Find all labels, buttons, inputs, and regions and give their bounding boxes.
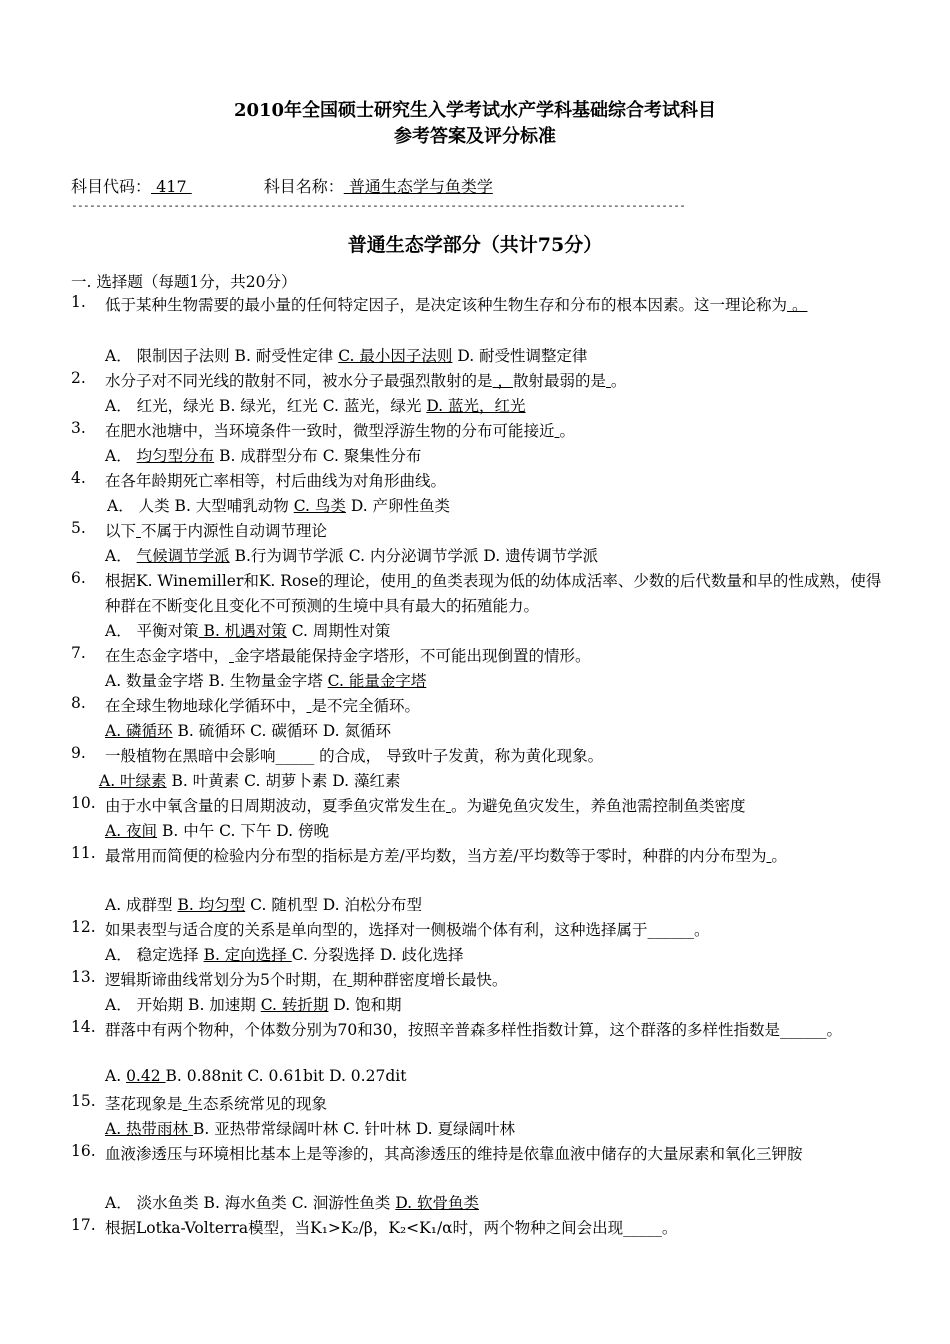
subject-code-label: 科目代码： xyxy=(71,177,152,196)
question-13-options: A． 开始期 B. 加速期 C. 转折期 D. 饱和期 xyxy=(105,996,402,1014)
question-text: 一般植物在黑暗中会影响_____ 的合成， 导致叶子发黄，称为黄化现象。 xyxy=(105,747,604,765)
question-2-options: A． 红光，绿光 B. 绿光，红光 C. 蓝光，绿光 D. 蓝光，红光 xyxy=(105,397,526,415)
correct-answer: C. 最小因子法则 xyxy=(338,347,453,365)
correct-answer: 气候调节学派 xyxy=(136,547,230,565)
correct-answer: B. 机遇对策 xyxy=(198,622,287,640)
correct-answer: A. 磷循环 xyxy=(105,722,173,740)
question-number: 1. xyxy=(71,293,86,311)
question-text: 在肥水池塘中，当环境条件一致时，微型浮游生物的分布可能接近 。 xyxy=(105,422,575,440)
question-14-options: A. 0.42 B. 0.88nit C. 0.61bit D. 0.27dit xyxy=(105,1067,407,1085)
separator-line: ------------------------------------------------------------------------------------------------------ xyxy=(71,199,686,212)
question-text: 在全球生物地球化学循环中， 是不完全循环。 xyxy=(105,697,420,715)
question-text: 根据K. Winemiller和K. Rose的理论，使用 的鱼类表现为低的幼体成活率、少数的后代数量和早的性成熟，使得种群在不断变化且变化不可预测的生境中具有最大的拓殖能力。 xyxy=(105,572,882,615)
subject-info xyxy=(71,174,493,197)
question-text: 茎花现象是 生态系统常见的现象 xyxy=(105,1095,327,1113)
question-text: 如果表型与适合度的关系是单向型的，选择对一侧极端个体有利，这种选择属于______。 xyxy=(105,921,710,939)
correct-answer: B. 定向选择 xyxy=(203,946,292,964)
section-title: 普通生态学部分（共计75分） xyxy=(347,234,603,256)
correct-answer: 0.42 xyxy=(126,1067,166,1085)
answer-key-page: 2010年全国硕士研究生入学考试水产学科基础综合考试科目 参考答案及评分标准 科目代码： 417 科目名称： 普通生态学与鱼类学 ------------------------------------------------------------------------------------------------------ 普通生态学部分（共计75分） 一. 选择题（每题1分，共20分） 1. 低于某种生物需要的最小量的任何特定因子，是决定该种生物生存和分布的根本因素。这一理论称为 。 A． 限制因子法则 B. 耐受性定律 C. 最小因子法则 D. 耐受性调整定律 2. 水分子对不同光线的散射不同，被水分子最强烈散射的是 ，散射最弱的是 。 A． 红光，绿光 B. 绿光，红光 C. 蓝光，绿光 D. 蓝光，红光 3. 在肥水池塘中，当环境条件一致时，微型浮游生物的分布可能接近 。 A． 均匀型分布 B. 成群型分布 C. 聚集性分布 4. 在各年龄期死亡率相等，村后曲线为对角形曲线。 A． 人类 B. 大型哺乳动物 C. 鸟类 D. 产卵性鱼类 5. 以下 不属于内源性自动调节理论 A． 气候调节学派 B.行为调节学派 C. 内分泌调节学派 D. 遗传调节学派 6. 根据K. Winemiller和K. Rose的理论，使用 的鱼类表现为低的幼体成活率、少数的后代数量和早的性成熟，使得种群在不断变化且变化不可预测的生境中具有最大的拓殖能力。 A． 平衡对策 B. 机遇对策 C. 周期性对策 7. 在生态金字塔中， 金字塔最能保持金字塔形，不可能出现倒置的情形。 A. 数量金字塔 B. 生物量金字塔 C. 能量金字塔 8. 在全球生物地球化学循环中， 是不完全循环。 A. 磷循环 B. 硫循环 C. 碳循环 D. 氮循环 9. 一般植物在黑暗中会影响_____ 的合成， 导致叶子发黄，称为黄化现象。 A. 叶绿素 B. 叶黄素 C. 胡萝卜素 D. 藻红素 10. 由于水中氧含量的日周期波动，夏季鱼灾常发生在 。为避免鱼灾发生，养鱼池需控制鱼类密度 A. 夜间 B. 中午 C. 下午 D. 傍晚 11. 最常用而简便的检验内分布型的指标是方差/平均数，当方差/平均数等于零时，种群的内分布型为 。 A. 成群型 B. 均匀型 C. 随机型 D. 泊松分布型 12. 如果表型与适合度的关系是单向型的，选择对一侧极端个体有利，这种选择属于______。 A． 稳定选择 B. 定向选择 C. 分裂选择 D. 歧化选择 13. 逻辑斯谛曲线常划分为5个时期，在 期种群密度增长最快。 A． 开始期 B. 加速期 C. 转折期 D. 饱和期 14. 群落中有两个物种，个体数分别为70和30，按照辛普森多样性指数计算，这个群落的多样性指数是______。 A. 0.42 B. 0.88nit C. 0.61bit D. 0.27dit 15. 茎花现象是 生态系统常见的现象 A. 热带雨林 B. 亚热带常绿阔叶林 C. 针叶林 D. 夏绿阔叶林 16. 血液渗透压与环境相比基本上是等渗的，其高渗透压的维持是依靠血液中储存的大量尿素和氧化三钾胺 A． 淡水鱼类 B. 海水鱼类 C. 洄游性鱼类 D. 软骨鱼类 17. 根据Lotka-Volterra模型，当K₁>K₂/β，K₂<K₁/α时，两个物种之间会出现_____。 xyxy=(0,0,950,1344)
question-8-options: A. 磷循环 B. 硫循环 C. 碳循环 D. 氮循环 xyxy=(105,722,391,740)
question-10-options: A. 夜间 B. 中午 C. 下午 D. 傍晚 xyxy=(105,822,329,840)
question-text: 水分子对不同光线的散射不同，被水分子最强烈散射的是 ，散射最弱的是 。 xyxy=(105,372,627,390)
correct-answer: D. 软骨鱼类 xyxy=(395,1194,480,1212)
question-text: 最常用而简便的检验内分布型的指标是方差/平均数，当方差/平均数等于零时，种群的内分布型为 。 xyxy=(105,847,787,865)
question-7-options: A. 数量金字塔 B. 生物量金字塔 C. 能量金字塔 xyxy=(105,672,427,690)
document-title: 2010年全国硕士研究生入学考试水产学科基础综合考试科目 xyxy=(233,100,717,121)
correct-answer: C. 鸟类 xyxy=(293,497,346,515)
subject-name-label: 科目名称： xyxy=(263,177,344,196)
question-text: 根据Lotka-Volterra模型，当K₁>K₂/β，K₂<K₁/α时，两个物种之间会出现_____。 xyxy=(105,1219,678,1237)
question-text: 以下 不属于内源性自动调节理论 xyxy=(105,522,327,540)
subject-name-value: 普通生态学与鱼类学 xyxy=(343,177,493,196)
correct-answer: C. 能量金字塔 xyxy=(327,672,427,690)
question-12-options: A． 稳定选择 B. 定向选择 C. 分裂选择 D. 歧化选择 xyxy=(105,946,464,964)
correct-answer: C. 转折期 xyxy=(260,996,329,1014)
correct-answer: D. 蓝光，红光 xyxy=(426,397,526,415)
correct-answer: B. 均匀型 xyxy=(177,896,246,914)
question-5-options: A． 气候调节学派 B.行为调节学派 C. 内分泌调节学派 D. 遗传调节学派 xyxy=(105,547,599,565)
question-text: 由于水中氧含量的日周期波动，夏季鱼灾常发生在 。为避免鱼灾发生，养鱼池需控制鱼类密度 xyxy=(105,797,746,815)
question-16-options: A． 淡水鱼类 B. 海水鱼类 C. 洄游性鱼类 D. 软骨鱼类 xyxy=(105,1194,480,1212)
question-4-options: A． 人类 B. 大型哺乳动物 C. 鸟类 D. 产卵性鱼类 xyxy=(107,497,451,515)
correct-answer: A. 热带雨林 xyxy=(105,1120,193,1138)
document-subtitle: 参考答案及评分标准 xyxy=(394,126,556,147)
question-6-options: A． 平衡对策 B. 机遇对策 C. 周期性对策 xyxy=(105,622,391,640)
correct-answer: A. 夜间 xyxy=(105,822,158,840)
question-11-options: A. 成群型 B. 均匀型 C. 随机型 D. 泊松分布型 xyxy=(105,896,422,914)
question-text: 低于某种生物需要的最小量的任何特定因子，是决定该种生物生存和分布的根本因素。这一理论称为 。 xyxy=(105,296,808,314)
correct-answer: 均匀型分布 xyxy=(136,447,215,465)
question-text: 逻辑斯谛曲线常划分为5个时期，在 期种群密度增长最快。 xyxy=(105,971,508,989)
correct-answer: A. 叶绿素 xyxy=(99,772,167,790)
question-9-options: A. 叶绿素 B. 叶黄素 C. 胡萝卜素 D. 藻红素 xyxy=(99,772,401,790)
question-1-options: A． 限制因子法则 B. 耐受性定律 C. 最小因子法则 D. 耐受性调整定律 xyxy=(105,347,588,365)
question-3-options: A． 均匀型分布 B. 成群型分布 C. 聚集性分布 xyxy=(105,447,422,465)
question-text: 在各年龄期死亡率相等，村后曲线为对角形曲线。 xyxy=(105,472,447,490)
question-text: 在生态金字塔中， 金字塔最能保持金字塔形，不可能出现倒置的情形。 xyxy=(105,647,591,665)
question-text: 血液渗透压与环境相比基本上是等渗的，其高渗透压的维持是依靠血液中储存的大量尿素和氧化三钾胺 xyxy=(105,1145,803,1163)
section-subtitle: 一. 选择题（每题1分，共20分） xyxy=(71,273,297,291)
question-text: 群落中有两个物种，个体数分别为70和30，按照辛普森多样性指数计算，这个群落的多样性指数是______。 xyxy=(105,1021,842,1039)
question-15-options: A. 热带雨林 B. 亚热带常绿阔叶林 C. 针叶林 D. 夏绿阔叶林 xyxy=(105,1120,515,1138)
subject-code-value: 417 xyxy=(151,177,192,196)
